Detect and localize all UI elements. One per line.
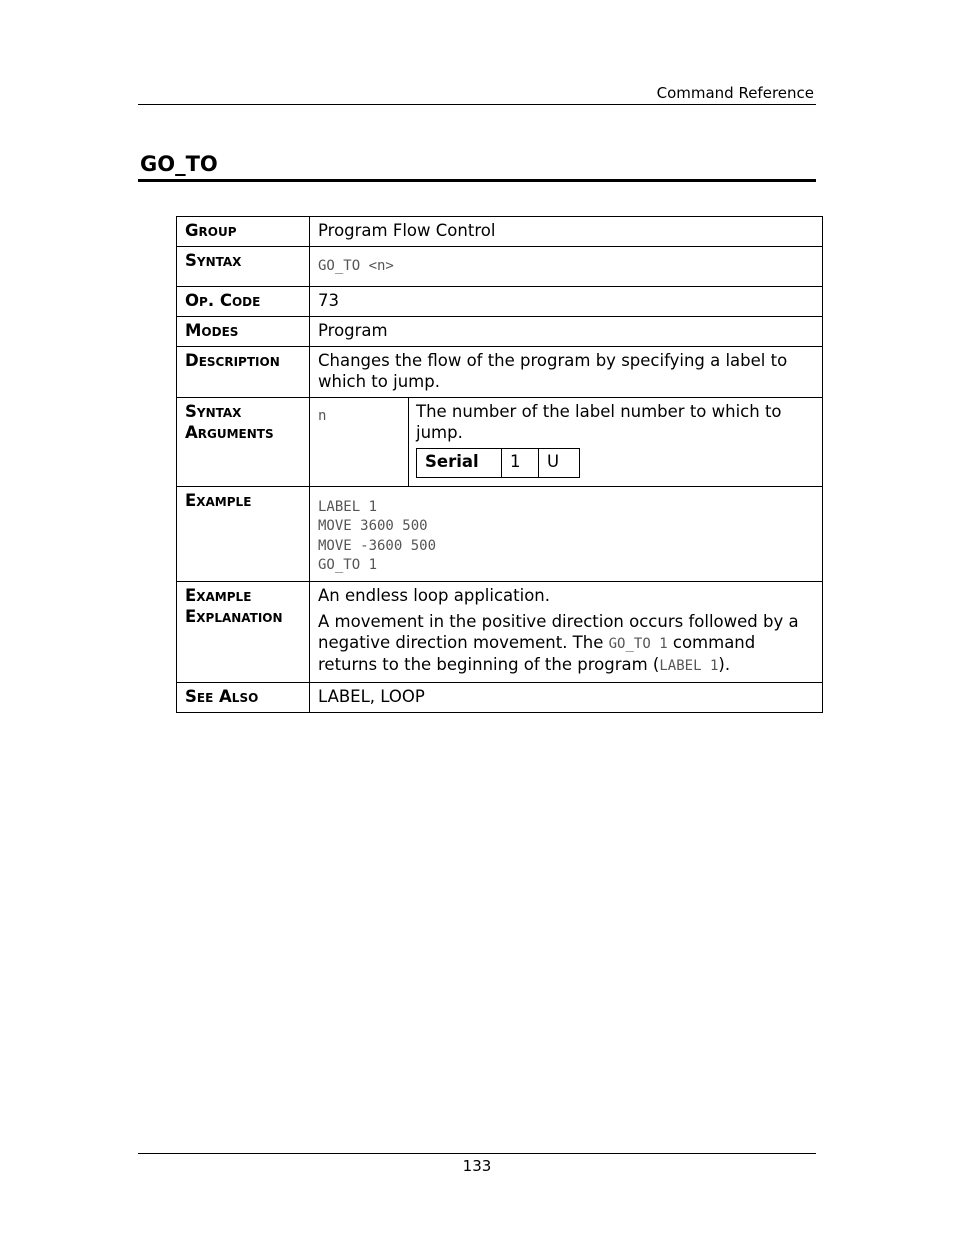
argument-description: The number of the label number to which to jump. — [416, 401, 782, 442]
explanation-text: command returns to the beginning of the program ( — [318, 632, 756, 674]
row-syntax-arguments — [177, 397, 823, 486]
row-group — [177, 217, 823, 247]
syntax-arguments-label — [177, 397, 310, 486]
row-see-also — [177, 682, 823, 712]
footer-rule — [138, 1153, 816, 1154]
syntax-arguments-label-line2: Arguments — [185, 422, 274, 442]
code-line: GO_TO 1 — [318, 557, 378, 573]
opcode-value: 73 — [310, 286, 823, 316]
running-header: Command Reference — [656, 84, 814, 102]
row-syntax — [177, 247, 823, 287]
code-line: MOVE -3600 500 — [318, 537, 437, 554]
row-modes — [177, 316, 823, 346]
group-value: Program Flow Control — [310, 217, 823, 247]
explanation-paragraph-1: An endless loop application. — [318, 585, 550, 605]
see-also-value: LABEL, LOOP — [310, 682, 823, 712]
explanation-paragraph-2 — [318, 611, 815, 677]
arguments-table — [310, 398, 822, 486]
modes-value: Program — [310, 316, 823, 346]
row-opcode — [177, 286, 823, 316]
syntax-value: GO_TO <n> — [318, 258, 394, 274]
page-number: 133 — [462, 1157, 492, 1175]
row-example — [177, 486, 823, 581]
explanation-text: ). — [718, 655, 731, 674]
syntax-label: Syntax — [177, 247, 310, 287]
syntax-arguments-label-line1: Syntax — [185, 401, 242, 421]
code-line: LABEL 1 — [318, 498, 378, 515]
title-rule — [138, 179, 816, 182]
example-explanation-label-line2: Explanation — [185, 606, 283, 626]
serial-value-2: U — [539, 448, 580, 477]
modes-label: Modes — [177, 316, 310, 346]
see-also-label: See Also — [177, 682, 310, 712]
example-code — [318, 490, 815, 576]
description-value: Changes the flow of the program by specifying a label to which to jump. — [310, 346, 823, 397]
serial-table — [416, 448, 580, 478]
inline-code: LABEL 1 — [659, 658, 719, 674]
argument-name: n — [318, 407, 327, 424]
example-explanation-label-line1: Example — [185, 585, 252, 605]
serial-label: Serial — [417, 448, 502, 477]
command-table — [176, 216, 823, 713]
example-label: Example — [177, 486, 310, 581]
opcode-label: Op. Code — [177, 286, 310, 316]
description-label: Description — [177, 346, 310, 397]
page-title: GO_TO — [140, 152, 218, 176]
group-label: Group — [177, 217, 310, 247]
code-line: MOVE 3600 500 — [318, 518, 428, 534]
serial-value-1: 1 — [502, 448, 539, 477]
row-description — [177, 346, 823, 397]
row-example-explanation — [177, 581, 823, 682]
inline-code: GO_TO 1 — [608, 635, 668, 652]
explanation-text: A movement in the positive direction occurs followed by a negative direction movement. The — [318, 611, 799, 652]
example-explanation-label — [177, 581, 310, 682]
header-rule — [138, 104, 816, 105]
